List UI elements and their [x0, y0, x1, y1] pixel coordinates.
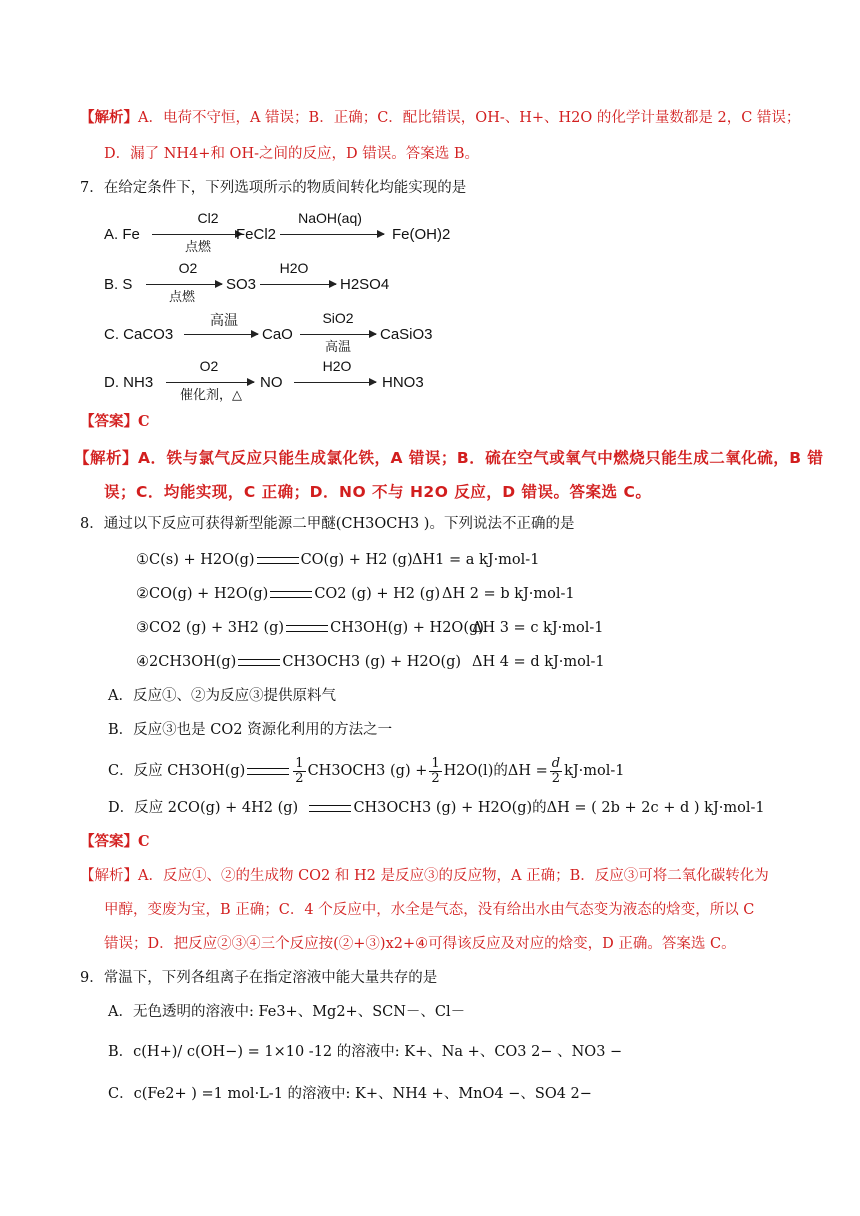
q7-c-cond1-above: 高温 — [210, 312, 238, 328]
q7-d-arrow1 — [166, 382, 254, 383]
q7-b-cond1-above: O2 — [178, 260, 198, 276]
q7-b-end: H2SO4 — [340, 276, 390, 293]
q7-stem: 7．在给定条件下，下列选项所示的物质间转化均能实现的是 — [80, 180, 467, 196]
q7-a-end: Fe(OH)2 — [392, 226, 451, 243]
q7-c-end: CaSiO3 — [380, 326, 433, 343]
q8-reaction-1: ①C(s) + H2O(g) CO(g) + H2 (g) — [136, 552, 413, 568]
q7-d-arrow2 — [294, 382, 376, 383]
q8-option-a: A．反应①、②为反应③提供原料气 — [108, 688, 336, 704]
q7-c-mid: CaO — [262, 326, 293, 343]
q7-option-d — [104, 358, 464, 402]
q7-b-arrow1 — [146, 284, 222, 285]
q8-stem: 8．通过以下反应可获得新型能源二甲醚(CH3OCH3 )。下列说法不正确的是 — [80, 516, 575, 532]
q7-answer: 【答案】C — [80, 413, 150, 430]
q7-a-start: A. Fe — [104, 226, 140, 243]
q9-option-b: B．c(H+)/ c(OH−) = 1×10 -12 的溶液中: K+、Na +、CO3 2− 、NO3 − — [108, 1044, 623, 1060]
q8-reaction-2-dh: ΔH 2 = b kJ·mol-1 — [442, 586, 575, 602]
q8-answer: 【答案】C — [80, 833, 150, 850]
equals-sign-icon — [270, 591, 312, 598]
q8-reaction-3: ③CO2 (g) + 3H2 (g) CH3OH(g) + H2O(g) — [136, 620, 484, 636]
q7-d-start: D. NH3 — [104, 374, 154, 391]
fraction-half-1: $\frac{1}{2}$ — [295, 755, 304, 786]
q9-stem: 9．常温下，下列各组离子在指定溶液中能大量共存的是 — [80, 970, 438, 986]
q7-a-cond2-above: NaOH(aq) — [298, 210, 362, 226]
q9-option-c: C．c(Fe2+ ) =1 mol·L-1 的溶液中: K+、NH4 +、MnO4 −、SO4 2− — [108, 1086, 592, 1102]
q7-a-arrow1 — [152, 234, 242, 235]
q7-b-arrow2 — [260, 284, 336, 285]
q7-b-start: B. S — [104, 276, 133, 293]
q7-a-arrow2 — [280, 234, 384, 235]
q7-d-end: HNO3 — [382, 374, 424, 391]
equals-sign-icon — [309, 805, 351, 812]
q7-d-cond1-above: O2 — [199, 358, 219, 374]
q7-c-cond2-below: 高温 — [324, 339, 351, 354]
q8-option-d: D．反应 2CO(g) + 4H2 (g) CH3OCH3 (g) + H2O(g)的ΔH = ( 2b + 2c + d ) kJ·mol-1 — [108, 800, 765, 816]
equals-sign-icon — [238, 659, 280, 666]
q7-option-a — [104, 210, 464, 254]
equals-sign-icon — [286, 625, 328, 632]
fraction-half-2: $\frac{1}{2}$ — [431, 755, 440, 786]
q7-analysis-line2: 误；C．均能实现，C 正确；D．NO 不与 H2O 反应，D 错误。答案选 C。 — [104, 483, 652, 501]
q7-b-cond1-below: 点燃 — [168, 289, 195, 304]
q9-option-a: A．无色透明的溶液中: Fe3+、Mg2+、SCN－、Cl－ — [108, 1004, 466, 1020]
q7-option-b — [104, 260, 464, 304]
q7-c-arrow1 — [184, 334, 258, 335]
equals-sign-icon — [247, 768, 289, 775]
q8-analysis-line1: 【解析】A．反应①、②的生成物 CO2 和 H2 是反应③的反应物，A 正确；B．反应③可将二氧化碳转化为 — [80, 868, 769, 884]
prev-analysis-line1: 【解析】A．电荷不守恒，A 错误；B．正确；C．配比错误，OH-、H+、H2O 的化学计量数都是 2，C 错误； — [80, 109, 801, 126]
q8-reaction-1-dh: ΔH1 = a kJ·mol-1 — [412, 552, 540, 568]
q8-reaction-2: ②CO(g) + H2O(g) CO2 (g) + H2 (g) — [136, 586, 441, 602]
q8-reaction-3-dh: ΔH 3 = c kJ·mol-1 — [472, 620, 604, 636]
q8-reaction-4-dh: ΔH 4 = d kJ·mol-1 — [472, 654, 605, 670]
q7-option-c — [104, 310, 464, 354]
q7-d-mid: NO — [260, 374, 283, 391]
q7-b-mid: SO3 — [226, 276, 257, 293]
q7-analysis-line1: 【解析】A．铁与氯气反应只能生成氯化铁，A 错误；B．硫在空气或氧气中燃烧只能生成二氧化硫，B 错 — [74, 449, 824, 467]
prev-analysis-line2: D．漏了 NH4+和 OH-之间的反应，D 错误。答案选 B。 — [104, 146, 479, 162]
prev-analysis-tag: 【解析】 — [80, 109, 138, 126]
q8-analysis-line3: 错误；D．把反应②③④三个反应按(②+③)x2+④可得该反应及对应的焓变，D 正确。答案选 C。 — [104, 936, 736, 952]
equals-sign-icon — [257, 557, 299, 564]
q7-b-cond2-above: H2O — [279, 260, 309, 276]
q8-option-c: C．反应 CH3OH(g) $\frac{1}{2}$ CH3OCH3 (g) + $\frac{1}{2}$ H2O(l)的ΔH = $\frac{d}{2}$ kJ·mol-1 — [108, 755, 625, 786]
q7-a-cond1-below: 点燃 — [184, 239, 211, 254]
q7-c-arrow2 — [300, 334, 376, 335]
q7-c-start: C. CaCO3 — [104, 326, 174, 343]
q8-option-b: B．反应③也是 CO2 资源化利用的方法之一 — [108, 722, 393, 738]
q8-analysis-line2: 甲醇，变废为宝，B 正确；C．4 个反应中，水全是气态，没有给出水由气态变为液态的焓变，所以 C — [104, 902, 755, 918]
q8-reaction-4: ④2CH3OH(g) CH3OCH3 (g) + H2O(g) — [136, 654, 462, 670]
q7-d-cond1-below: 催化剂，△ — [180, 387, 242, 402]
q7-d-cond2-above: H2O — [322, 358, 352, 374]
q7-a-cond1-above: Cl2 — [197, 210, 219, 226]
q7-a-mid: FeCl2 — [236, 226, 277, 243]
q7-c-cond2-above: SiO2 — [322, 310, 354, 326]
fraction-d-over-2: $\frac{d}{2}$ — [551, 755, 561, 786]
